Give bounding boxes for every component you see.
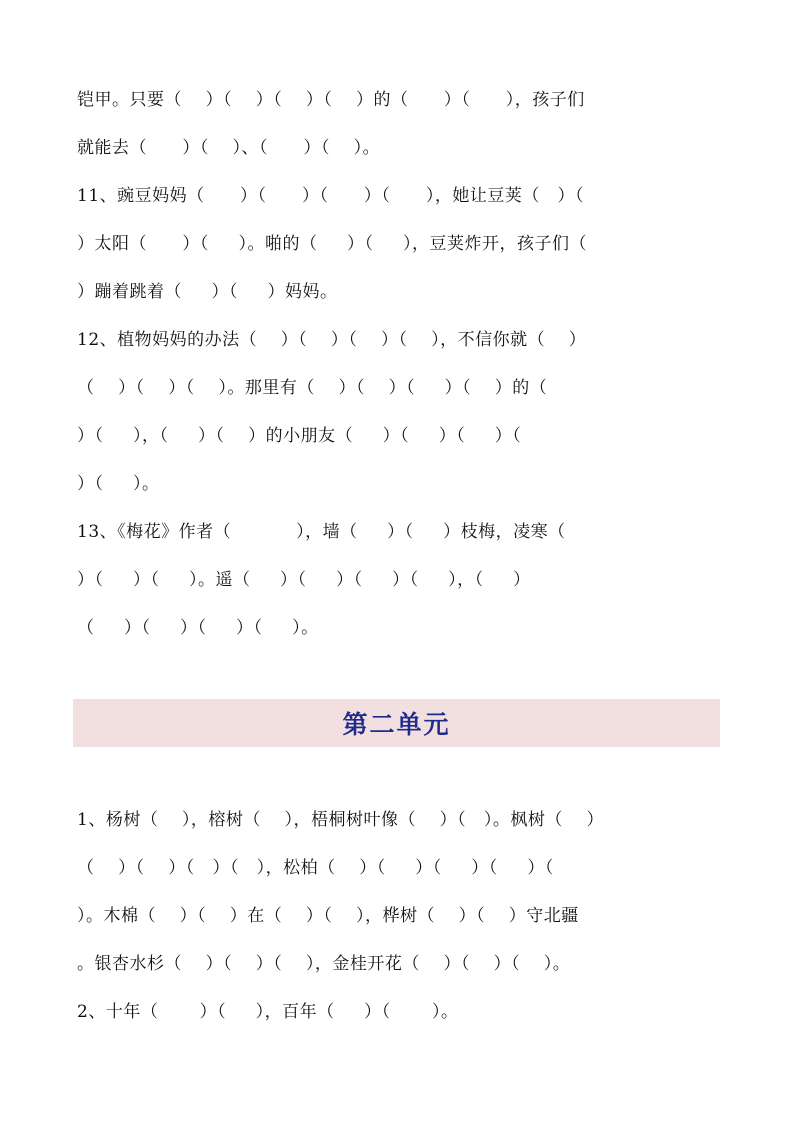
text-line: （ ）（ ）（ ）（ ），松柏（ ）（ ）（ ）（ ）（ [77, 858, 554, 878]
text-line: 12、植物妈妈的办法（ ）（ ）（ ）（ ），不信你就（ ） [77, 330, 587, 350]
text-line: （ ）（ ）（ ）。那里有（ ）（ ）（ ）（ ）的（ [77, 378, 548, 398]
text-line: 13、《梅花》作者（ ），墙（ ）（ ）枝梅，凌寒（ [77, 522, 566, 542]
section-banner [73, 699, 720, 747]
text-line: ）（ ），（ ）（ ）的小朋友（ ）（ ）（ ）（ [77, 426, 522, 446]
text-line: 。银杏水杉（ ）（ ）（ ），金桂开花（ ）（ ）（ ）。 [77, 954, 571, 974]
text-line: 11、豌豆妈妈（ ）（ ）（ ）（ ），她让豆荚（ ）（ [77, 186, 585, 206]
text-line: ）（ ）。 [77, 474, 160, 494]
text-line: ）。木棉（ ）（ ）在（ ）（ ），桦树（ ）（ ）守北疆 [77, 906, 579, 926]
text-line: ）（ ）（ ）。遥（ ）（ ）（ ）（ ），（ ） [77, 570, 531, 590]
text-line: 就能去（ ）（ ）、（ ）（ ）。 [77, 138, 381, 158]
text-line: ）太阳（ ）（ ）。啪的（ ）（ ），豆荚炸开，孩子们（ [77, 234, 587, 254]
text-line: ）蹦着跳着（ ）（ ）妈妈。 [77, 282, 338, 302]
text-line: （ ）（ ）（ ）（ ）。 [77, 618, 319, 638]
text-line: 1、杨树（ ），榕树（ ），梧桐树叶像（ ）（ ）。枫树（ ） [77, 810, 604, 830]
text-line: 2、十年（ ）（ ），百年（ ）（ ）。 [77, 1002, 459, 1022]
text-line: 铠甲。只要（ ）（ ）（ ）（ ）的（ ）（ ），孩子们 [77, 90, 585, 110]
section-title: 第二单元 [342, 710, 451, 739]
